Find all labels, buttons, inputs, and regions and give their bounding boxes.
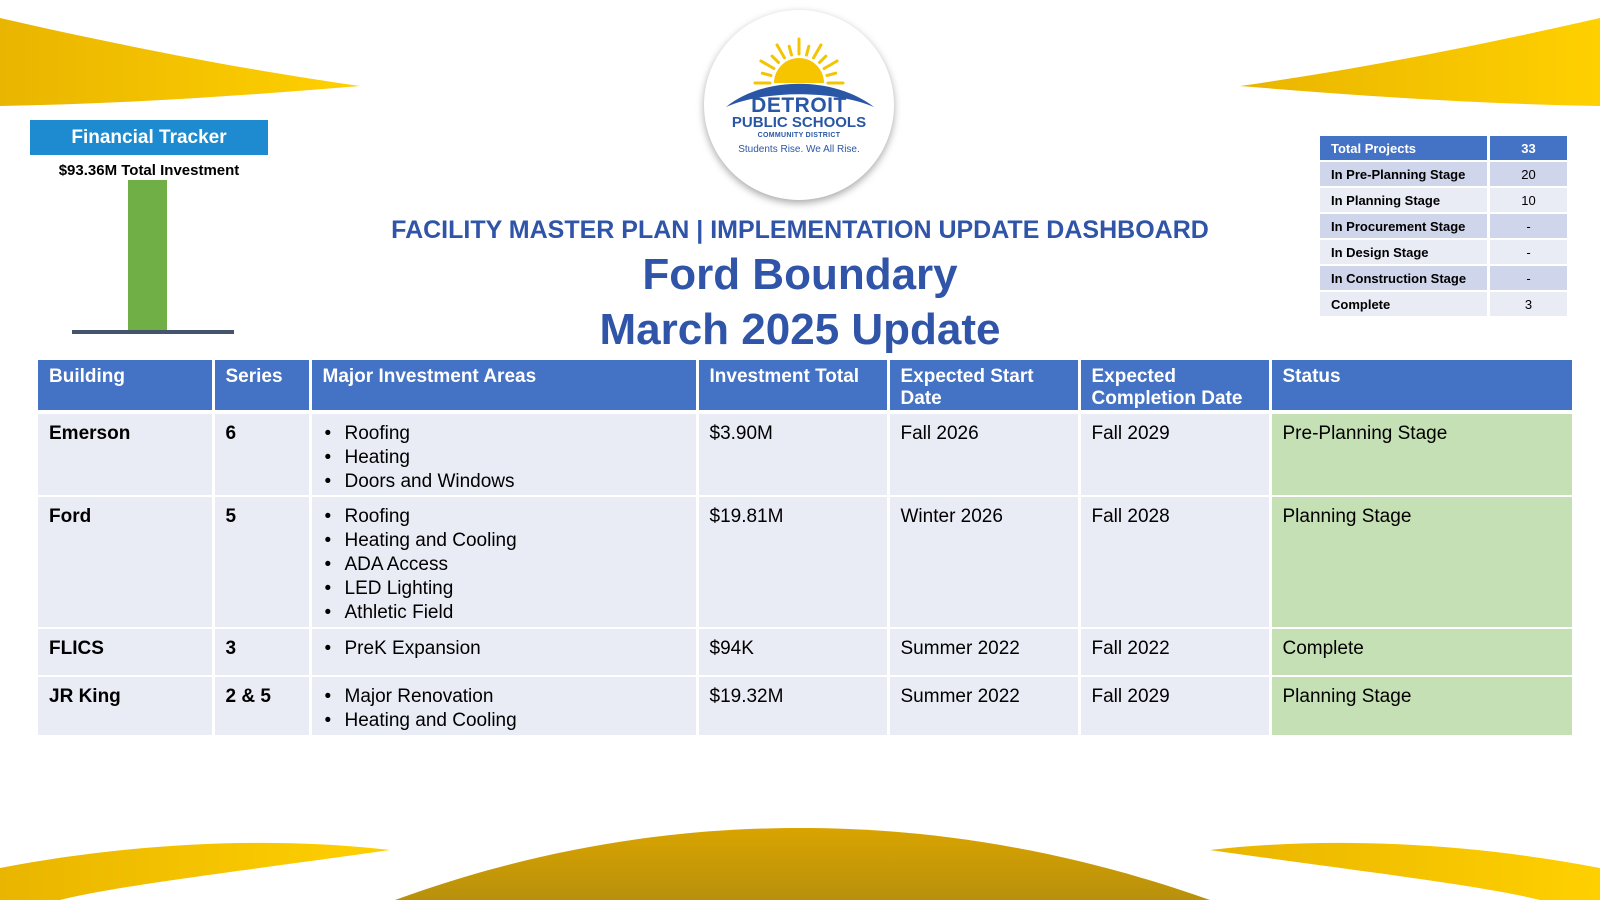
- cell-start-date: Summer 2022: [888, 628, 1079, 676]
- sun-ray: [772, 56, 778, 62]
- cell-status: Planning Stage: [1270, 496, 1572, 628]
- column-header-investment: Investment Total: [697, 360, 888, 412]
- stats-value: 33: [1490, 136, 1567, 160]
- stats-row: [1320, 292, 1567, 316]
- cell-series: 5: [213, 496, 310, 628]
- table-row: [38, 496, 1572, 628]
- list-item: • Roofing: [323, 422, 685, 446]
- table-row: [38, 676, 1572, 736]
- logo-tagline: Students Rise. We All Rise.: [738, 144, 860, 155]
- sun-ray: [789, 46, 791, 55]
- table-header-row: [38, 360, 1572, 412]
- cell-areas: [310, 628, 697, 676]
- stats-value: 10: [1490, 188, 1567, 212]
- cell-series: 6: [213, 412, 310, 496]
- stats-value: -: [1490, 266, 1567, 290]
- cell-building: Ford: [38, 496, 213, 628]
- logo-text-community-district: COMMUNITY DISTRICT: [757, 132, 841, 139]
- update-title: March 2025 Update: [599, 305, 1001, 354]
- column-header-completion-date: Expected Completion Date: [1079, 360, 1270, 412]
- district-logo: [704, 10, 894, 200]
- column-header-building: Building: [38, 360, 213, 412]
- list-item: • Athletic Field: [323, 601, 685, 625]
- dashboard-title: FACILITY MASTER PLAN | IMPLEMENTATION UPDATE DASHBOARD: [391, 216, 1209, 244]
- cell-investment: $19.81M: [697, 496, 888, 628]
- sun-ray: [762, 73, 771, 75]
- cell-completion-date: Fall 2022: [1079, 628, 1270, 676]
- cell-start-date: Fall 2026: [888, 412, 1079, 496]
- stats-row: [1320, 136, 1567, 160]
- sun-ray: [807, 46, 809, 55]
- column-header-series: Series: [213, 360, 310, 412]
- cell-series: 3: [213, 628, 310, 676]
- stats-label: In Construction Stage: [1320, 266, 1490, 290]
- stats-label: In Procurement Stage: [1320, 214, 1490, 238]
- stats-value: 3: [1490, 292, 1567, 316]
- sun-ray: [761, 61, 774, 69]
- cell-status: Planning Stage: [1270, 676, 1572, 736]
- table-row: [38, 412, 1572, 496]
- stats-label: In Planning Stage: [1320, 188, 1490, 212]
- cell-investment: $19.32M: [697, 676, 888, 736]
- financial-tracker-total: $93.36M Total Investment: [58, 162, 240, 179]
- stats-value: -: [1490, 214, 1567, 238]
- cell-start-date: Summer 2022: [888, 676, 1079, 736]
- stats-value: -: [1490, 240, 1567, 264]
- cell-building: FLICS: [38, 628, 213, 676]
- list-item: • Roofing: [323, 505, 685, 529]
- stats-label: Total Projects: [1320, 136, 1490, 160]
- sun-ray: [824, 61, 837, 69]
- list-item: • Doors and Windows: [323, 470, 685, 494]
- cell-investment: $3.90M: [697, 412, 888, 496]
- sun-ray: [820, 56, 826, 62]
- list-item: • PreK Expansion: [323, 637, 685, 661]
- sun-ray: [814, 45, 822, 58]
- list-item: • Major Renovation: [323, 685, 685, 709]
- stats-value: 20: [1490, 162, 1567, 186]
- list-item: • ADA Access: [323, 553, 685, 577]
- column-header-status: Status: [1270, 360, 1572, 412]
- list-item: • Heating and Cooling: [323, 709, 685, 733]
- cell-completion-date: Fall 2029: [1079, 412, 1270, 496]
- stats-row: [1320, 214, 1567, 238]
- cell-investment: $94K: [697, 628, 888, 676]
- stats-row: [1320, 266, 1567, 290]
- stats-row: [1320, 188, 1567, 212]
- list-item: • LED Lighting: [323, 577, 685, 601]
- cell-completion-date: Fall 2028: [1079, 496, 1270, 628]
- cell-areas: [310, 412, 697, 496]
- cell-areas: [310, 496, 697, 628]
- stats-row: [1320, 162, 1567, 186]
- logo-text-detroit: DETROIT: [751, 94, 847, 117]
- list-item: • Heating and Cooling: [323, 529, 685, 553]
- stats-label: In Pre-Planning Stage: [1320, 162, 1490, 186]
- financial-tracker-title: Financial Tracker: [30, 120, 268, 155]
- cell-building: JR King: [38, 676, 213, 736]
- column-header-areas: Major Investment Areas: [310, 360, 697, 412]
- cell-start-date: Winter 2026: [888, 496, 1079, 628]
- cell-building: Emerson: [38, 412, 213, 496]
- cell-status: Complete: [1270, 628, 1572, 676]
- sun-ray: [777, 45, 785, 58]
- list-item: • Heating: [323, 446, 685, 470]
- sun-ray: [827, 73, 836, 75]
- stats-label: In Design Stage: [1320, 240, 1490, 264]
- cell-areas: [310, 676, 697, 736]
- stats-row: [1320, 240, 1567, 264]
- logo-text-public-schools: PUBLIC SCHOOLS: [731, 114, 867, 131]
- cell-status: Pre-Planning Stage: [1270, 412, 1572, 496]
- project-stats-table: [1320, 134, 1567, 318]
- stats-label: Complete: [1320, 292, 1490, 316]
- table-row: [38, 628, 1572, 676]
- boundary-title: Ford Boundary: [642, 250, 958, 299]
- cell-series: 2 & 5: [213, 676, 310, 736]
- column-header-start-date: Expected Start Date: [888, 360, 1079, 412]
- cell-completion-date: Fall 2029: [1079, 676, 1270, 736]
- projects-table: [38, 360, 1572, 737]
